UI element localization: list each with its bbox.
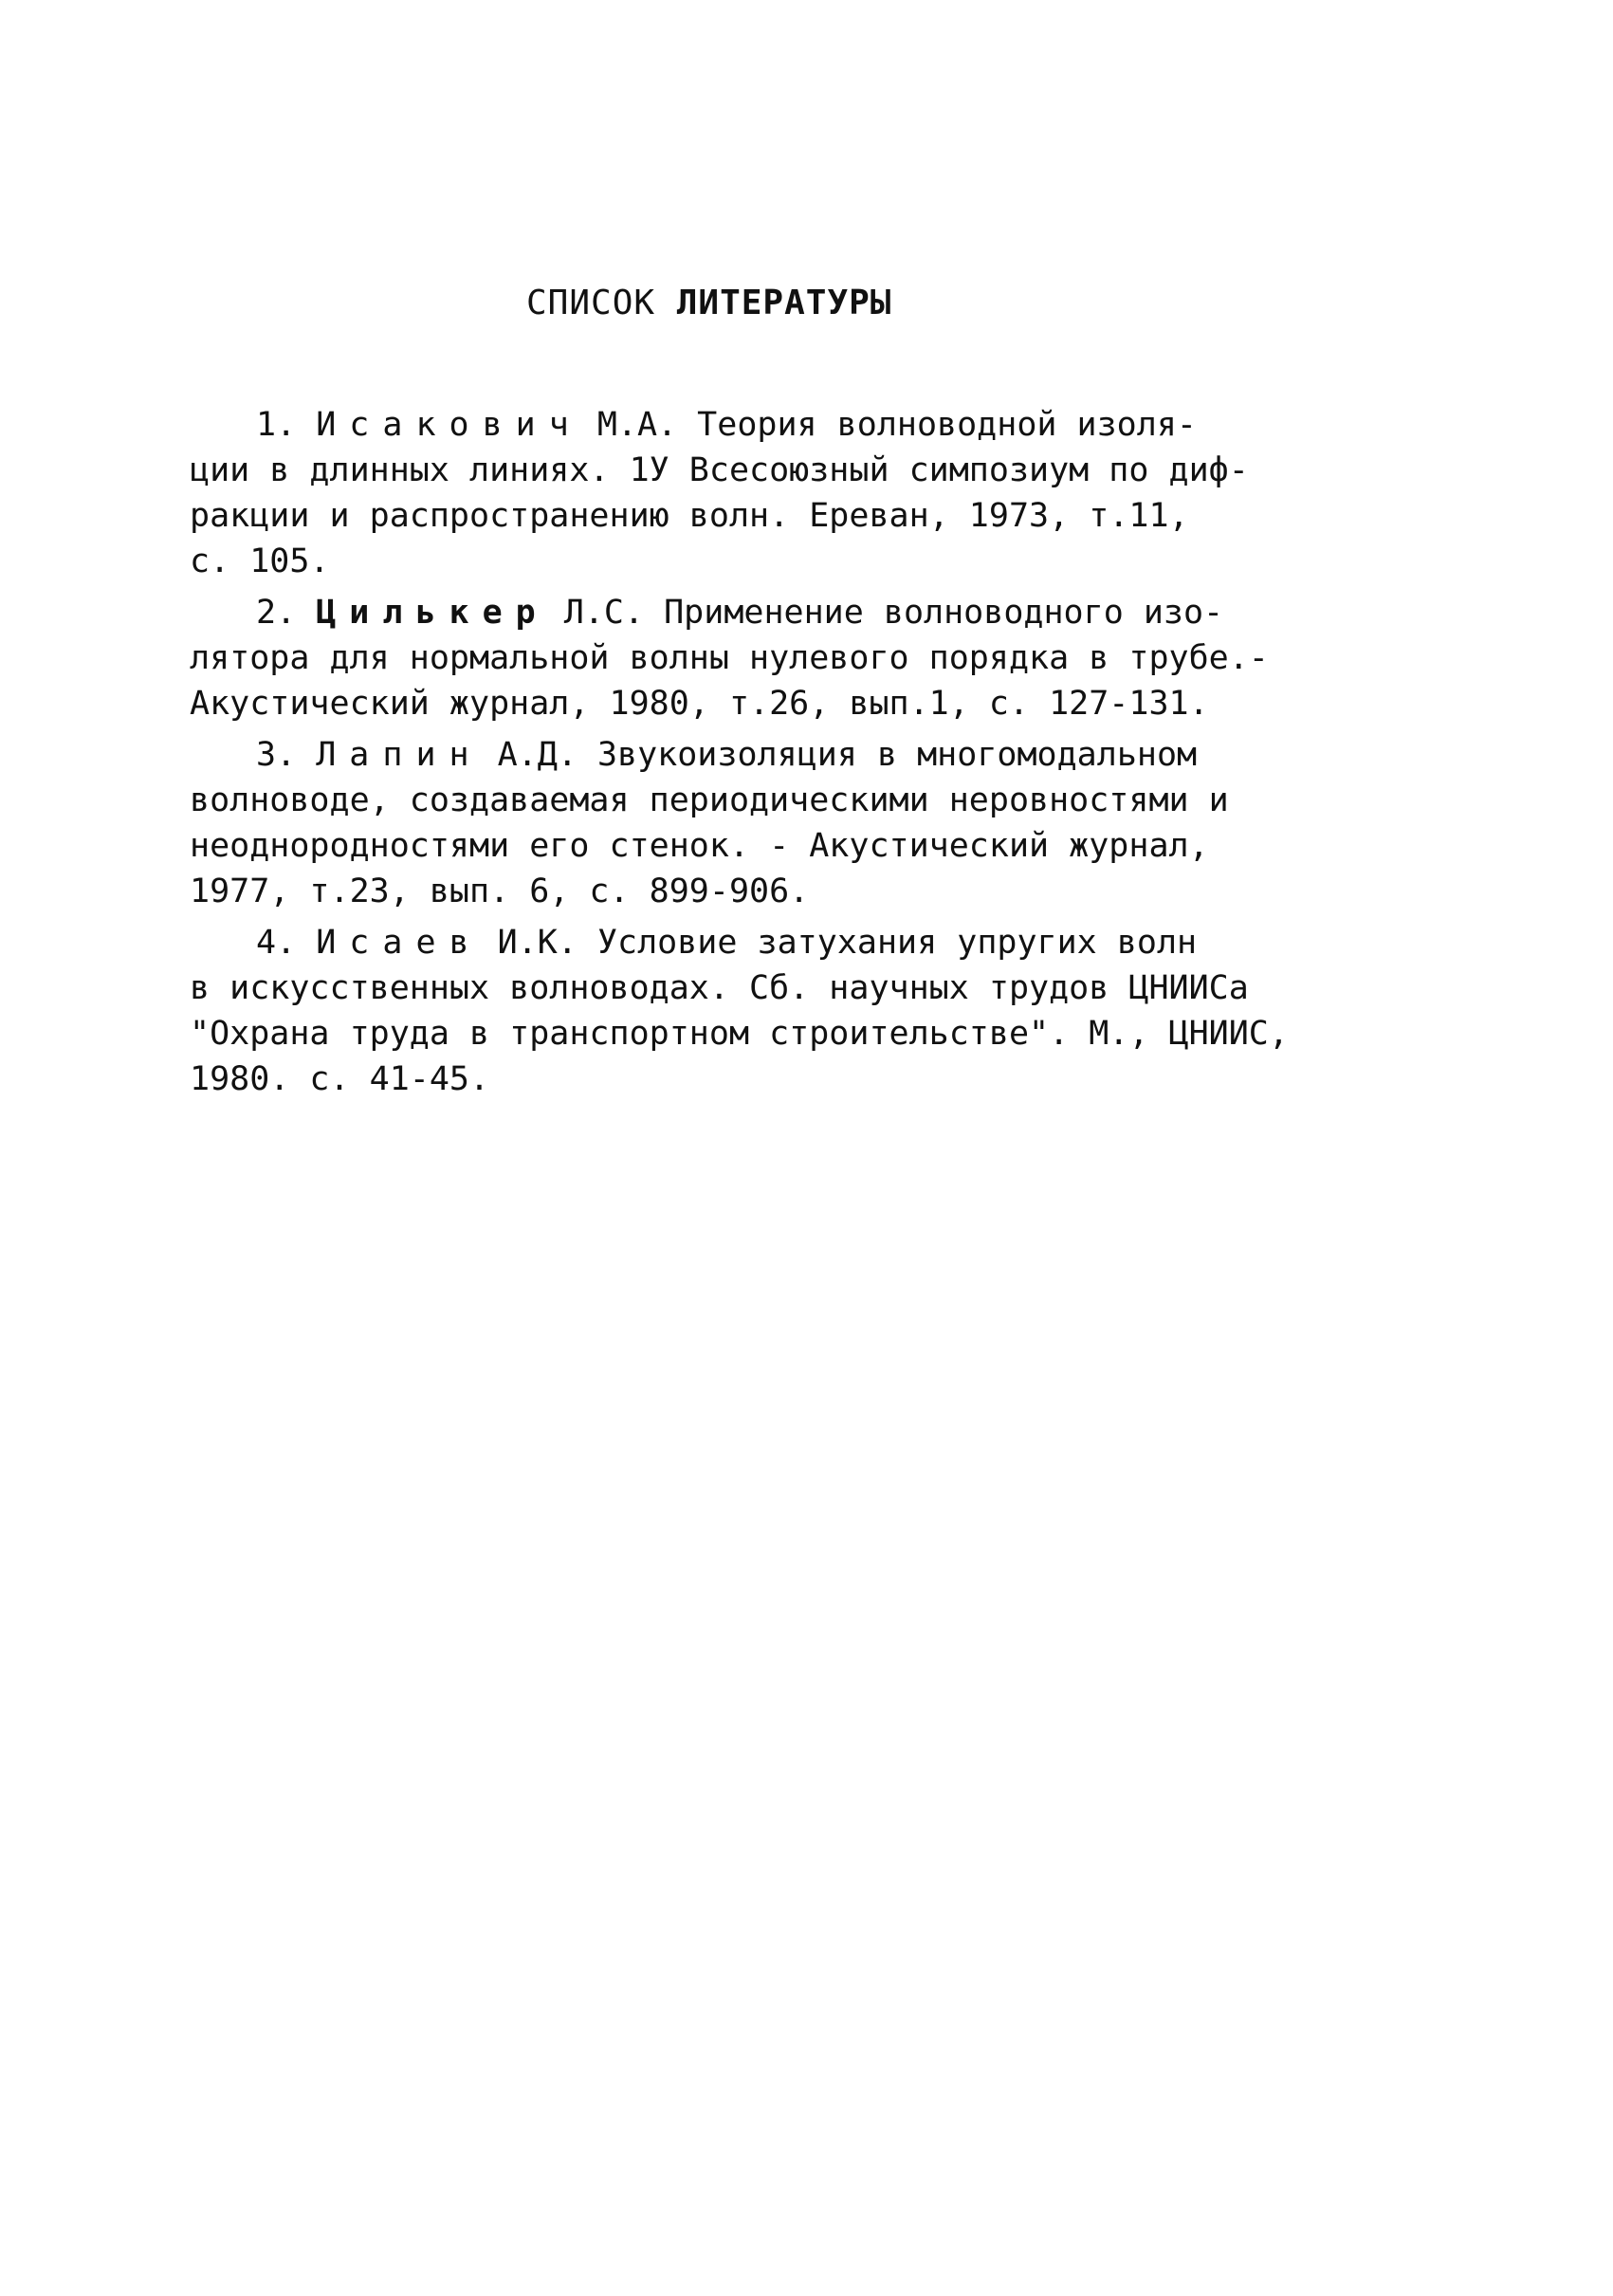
reference-author: Лапин [316, 736, 483, 774]
title-part-1: СПИСОК [526, 284, 656, 322]
reference-line: в искусственных волноводах. Сб. научных трудов ЦНИИСа [190, 969, 1249, 1007]
reference-line: Акустический журнал, 1980, т.26, вып.1, с. 127-131. [190, 685, 1209, 723]
reference-first-line [190, 732, 1498, 778]
reference-line: 1977, т.23, вып. 6, с. 899-906. [190, 872, 810, 910]
reference-item [190, 732, 1498, 914]
reference-item [190, 402, 1498, 584]
title-part-2: ЛИТЕРАТУРЫ [676, 284, 892, 322]
reference-number: 3. [256, 736, 297, 774]
reference-first-line [190, 402, 1498, 448]
reference-text: М.А. Теория волноводной изоля- [596, 406, 1197, 444]
reference-author: Исаев [316, 924, 483, 962]
reference-author: Исакович [316, 406, 582, 444]
reference-list [190, 402, 1498, 1108]
reference-first-line [190, 920, 1498, 965]
reference-number: 4. [256, 924, 297, 962]
reference-line: 1980. с. 41-45. [190, 1060, 490, 1098]
reference-item [190, 920, 1498, 1102]
reference-text: Л.С. Применение волноводного изо- [563, 594, 1224, 632]
reference-first-line [190, 590, 1498, 635]
reference-text: А.Д. Звукоизоляция в многомодальном [497, 736, 1198, 774]
reference-number: 2. [256, 594, 297, 632]
reference-line: ции в длинных линиях. 1У Всесоюзный симпозиум по диф- [190, 451, 1249, 489]
reference-line: ракции и распространению волн. Ереван, 1973, т.11, [190, 497, 1189, 535]
reference-line: неоднородностями его стенок. - Акустический журнал, [190, 827, 1209, 865]
reference-author: Цилькер [316, 594, 549, 632]
reference-text: И.К. Условие затухания упругих волн [497, 924, 1198, 962]
reference-number: 1. [256, 406, 297, 444]
reference-line: лятора для нормальной волны нулевого порядка в трубе.- [190, 639, 1269, 677]
reference-item [190, 590, 1498, 726]
reference-line: "Охрана труда в транспортном строительстве". М., ЦНИИС, [190, 1015, 1289, 1053]
page-title [526, 286, 891, 321]
reference-line: волноводе, создаваемая периодическими неровностями и [190, 781, 1229, 819]
reference-line: с. 105. [190, 542, 330, 580]
